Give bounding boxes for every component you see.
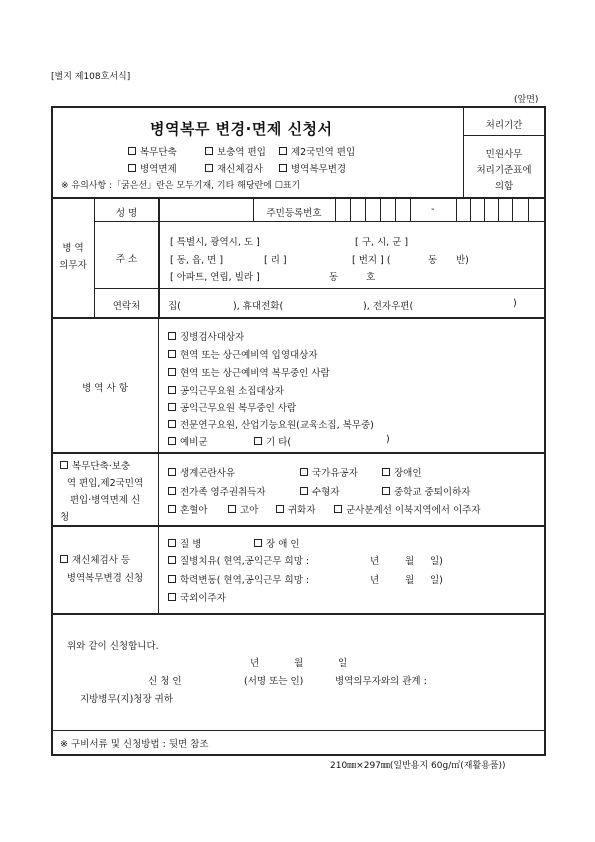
paper-spec: 210㎜×297㎜(일반용지 60g/㎡(재활용품)) [330, 761, 506, 771]
label-column-divider [158, 317, 159, 613]
person-top-line [51, 197, 546, 199]
title-option-recheck[interactable]: 재신체검사 [205, 161, 263, 175]
recheck-checkbox[interactable]: 재신체검사 등 [60, 552, 130, 566]
form-title: 병역복무 변경·면제 신청서 [150, 120, 333, 138]
address-apartment[interactable]: [ 아파트, 연립, 빌라 ] [170, 272, 260, 283]
recipient: 지방병무(지)청장 귀하 [80, 694, 174, 705]
shortening-label-4: 청 [60, 512, 70, 523]
military-item-conscription[interactable]: 징병검사대상자 [168, 329, 244, 343]
id-box-divider-10 [512, 197, 513, 221]
id-box-divider-0 [335, 197, 336, 221]
processing-line-1: 민원사무 [485, 149, 523, 160]
processing-line-3: 의함 [494, 181, 514, 192]
recheck-education-year: 년 [370, 575, 380, 586]
contact-label: 연락처 [112, 301, 141, 312]
id-separator: - [431, 204, 435, 215]
title-option-second-reserve[interactable]: 제2국민역 편입 [279, 144, 355, 158]
title-option-exemption[interactable]: 병역면제 [128, 161, 177, 175]
recheck-disability[interactable]: 장 애 인 [254, 536, 300, 550]
reason-permanent-residence[interactable]: 전가족 영주권취득자 [168, 484, 266, 498]
shortening-checkbox[interactable]: 복무단축·보충 [60, 458, 130, 472]
address-lot-dong: 동 [428, 255, 438, 266]
recheck-top-line [51, 525, 546, 527]
footer-top-line [51, 730, 546, 731]
id-box-divider-4 [395, 197, 396, 221]
military-item-public-service-call[interactable]: 공익근무요원 소집대상자 [168, 383, 284, 397]
title-option-service-change[interactable]: 병역복무변경 [279, 161, 346, 175]
recheck-cured-month: 월 [405, 556, 415, 567]
address-province[interactable]: [ 특별시, 광역시, 도 ] [170, 237, 260, 248]
id-box-divider-5 [410, 197, 411, 221]
applicant-label: 신 청 인 [148, 676, 182, 687]
reason-dropout[interactable]: 중학교 중퇴이하자 [382, 484, 470, 498]
military-item-researcher[interactable]: 전문연구요원, 산업기능요원(교육소집, 복무중) [168, 417, 374, 431]
contact-mobile[interactable]: ), 휴대전화( [233, 301, 284, 312]
frame-bottom [51, 754, 546, 756]
person-section-label-1: 병 역 [62, 243, 84, 254]
recheck-cured-year: 년 [370, 556, 380, 567]
declaration-text: 위와 같이 신청합니다. [67, 641, 159, 652]
address-lot-ban: 반) [456, 255, 469, 266]
processing-line-2: 처리기준표에 [476, 165, 532, 176]
recheck-cured-day: 일) [430, 556, 443, 567]
military-top-line [51, 317, 546, 319]
military-label: 병 역 사 항 [82, 383, 128, 394]
recheck-illness[interactable]: 질 병 [168, 536, 201, 550]
id-label: 주민등록번호 [266, 208, 322, 219]
declaration-day: 일 [338, 658, 348, 669]
recheck-cured[interactable]: 질병치유( 현역,공익근무 희망 : [168, 553, 309, 567]
id-box-divider-8 [484, 197, 485, 221]
name-label: 성 명 [115, 208, 138, 219]
title-option-shortening[interactable]: 복무단축 [128, 144, 177, 158]
military-item-public-service-serving[interactable]: 공익근무요원 복무중인 사람 [168, 400, 296, 414]
contact-home[interactable]: 집( [168, 301, 181, 312]
id-box-divider-9 [498, 197, 499, 221]
id-box-divider-11 [528, 197, 529, 221]
recheck-education[interactable]: 학력변동( 현역,공익근무 희망 : [168, 572, 309, 586]
reason-orphan[interactable]: 고아 [228, 502, 258, 516]
frame-left [51, 106, 53, 756]
recheck-education-day: 일) [430, 575, 443, 586]
id-box-divider-6 [456, 197, 457, 221]
reason-poverty[interactable]: 생계곤란사유 [168, 465, 235, 479]
declaration-month: 월 [294, 658, 304, 669]
military-item-other-end: ) [386, 434, 390, 445]
frame-right [544, 106, 546, 756]
id-box-divider-1 [350, 197, 351, 221]
declaration-top-line [51, 613, 546, 615]
signature-field[interactable]: (서명 또는 인) [244, 676, 304, 687]
footer-note: ※ 구비서류 및 신청방법 : 뒷면 참조 [60, 739, 209, 750]
title-option-supplementary[interactable]: 보충역 편입 [205, 144, 266, 158]
recheck-label-2: 병역복무변경 신청 [66, 573, 144, 584]
page-side: (앞면) [514, 95, 539, 105]
contact-email[interactable]: ), 전자우편( [363, 301, 414, 312]
military-item-enlistment[interactable]: 현역 또는 상근예비역 입영대상자 [168, 347, 318, 361]
military-item-other[interactable]: 기 타( [254, 434, 291, 448]
military-item-reserve[interactable]: 예비군 [168, 434, 208, 448]
processing-header-line [463, 135, 544, 136]
id-box-divider-7 [470, 197, 471, 221]
reason-disabled[interactable]: 장애인 [382, 465, 422, 479]
reason-mixed-race[interactable]: 혼혈아 [168, 502, 208, 516]
contact-end: ) [513, 298, 517, 309]
recheck-education-month: 월 [405, 575, 415, 586]
address-apt-ho: 호 [366, 272, 376, 283]
address-city[interactable]: [ 구, 시, 군 ] [355, 237, 409, 248]
name-row-bottom [94, 221, 545, 222]
person-section-label-2: 의무자 [59, 260, 87, 271]
reason-north-defector[interactable]: 군사분계선 이북지역에서 이주자 [334, 502, 481, 516]
recheck-emigrant[interactable]: 국외이주자 [168, 590, 226, 604]
address-town[interactable]: [ 동, 읍, 면 ] [170, 255, 224, 266]
shortening-top-line [51, 452, 546, 454]
shortening-label-3: 편입·병역면제 신 [69, 495, 141, 506]
reason-patriot[interactable]: 국가유공자 [300, 465, 358, 479]
declaration-year: 년 [250, 658, 260, 669]
address-row-bottom [94, 288, 545, 289]
frame-top [51, 106, 546, 108]
name-field[interactable] [160, 201, 252, 219]
relation-label[interactable]: 병역의무자와의 관계 : [335, 676, 427, 687]
title-note: ※ 유의사항 :「굵은선」란은 모두기재, 기타 해당란에 ☐표기 [61, 181, 301, 191]
military-item-serving[interactable]: 현역 또는 상근예비역 복무중인 사람 [168, 365, 330, 379]
address-apt-dong: 동 [329, 272, 339, 283]
id-box-divider-2 [365, 197, 366, 221]
address-label: 주 소 [115, 254, 138, 265]
address-village[interactable]: [ 리 ] [264, 255, 287, 266]
reason-naturalized[interactable]: 귀화자 [276, 502, 316, 516]
id-box-divider-3 [380, 197, 381, 221]
reason-inmate[interactable]: 수형자 [300, 484, 340, 498]
address-lot[interactable]: [ 번지 ] ( [352, 255, 391, 266]
processing-header: 처리기간 [485, 120, 523, 131]
shortening-label-2: 역 편입,제2국민역 [66, 478, 144, 489]
form-id: [별지 제108호서식] [51, 72, 131, 82]
